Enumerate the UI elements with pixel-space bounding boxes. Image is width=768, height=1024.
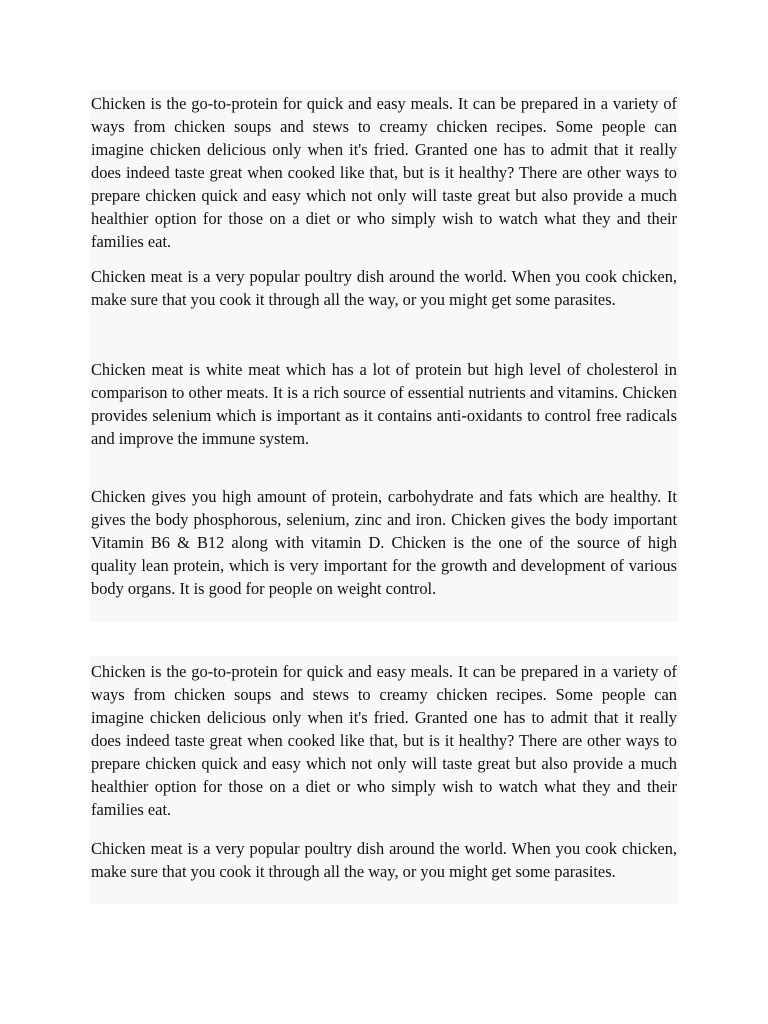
- text-block: [89, 656, 679, 904]
- paragraph: Chicken meat is white meat which has a lot of protein but high level of cholesterol in comparison to other meats. It is a rich source of essential nutrients and vitamins. Chicken provides selenium which is important as it contains anti-oxidants to control free radicals and improve the immune system.: [91, 360, 677, 448]
- paragraph: Chicken meat is a very popular poultry dish around the world. When you cook chicken, make sure that you cook it through all the way, or you might get some parasites.: [91, 839, 677, 881]
- text-block: [89, 90, 679, 622]
- paragraph: Chicken gives you high amount of protein, carbohydrate and fats which are healthy. It gives the body phosphorous, selenium, zinc and iron. Chicken gives the body important Vitamin B6 & B12 along with vitamin D. Chicken is the one of the source of high quality lean protein, which is very important for the growth and development of various body organs. It is good for people on weight control.: [91, 487, 677, 598]
- paragraph: Chicken meat is a very popular poultry dish around the world. When you cook chicken, make sure that you cook it through all the way, or you might get some parasites.: [91, 267, 677, 309]
- paragraph: Chicken is the go-to-protein for quick and easy meals. It can be prepared in a variety of ways from chicken soups and stews to creamy chicken recipes. Some people can imagine chicken delicious only when it's fried. Granted one has to admit that it really does indeed taste great when cooked like that, but is it healthy? There are other ways to prepare chicken quick and easy which not only will taste great but also provide a much healthier option for those on a diet or who simply wish to watch what they and their families eat.: [91, 662, 677, 819]
- paragraph: Chicken is the go-to-protein for quick and easy meals. It can be prepared in a variety of ways from chicken soups and stews to creamy chicken recipes. Some people can imagine chicken delicious only when it's fried. Granted one has to admit that it really does indeed taste great when cooked like that, but is it healthy? There are other ways to prepare chicken quick and easy which not only will taste great but also provide a much healthier option for those on a diet or who simply wish to watch what they and their families eat.: [91, 94, 677, 251]
